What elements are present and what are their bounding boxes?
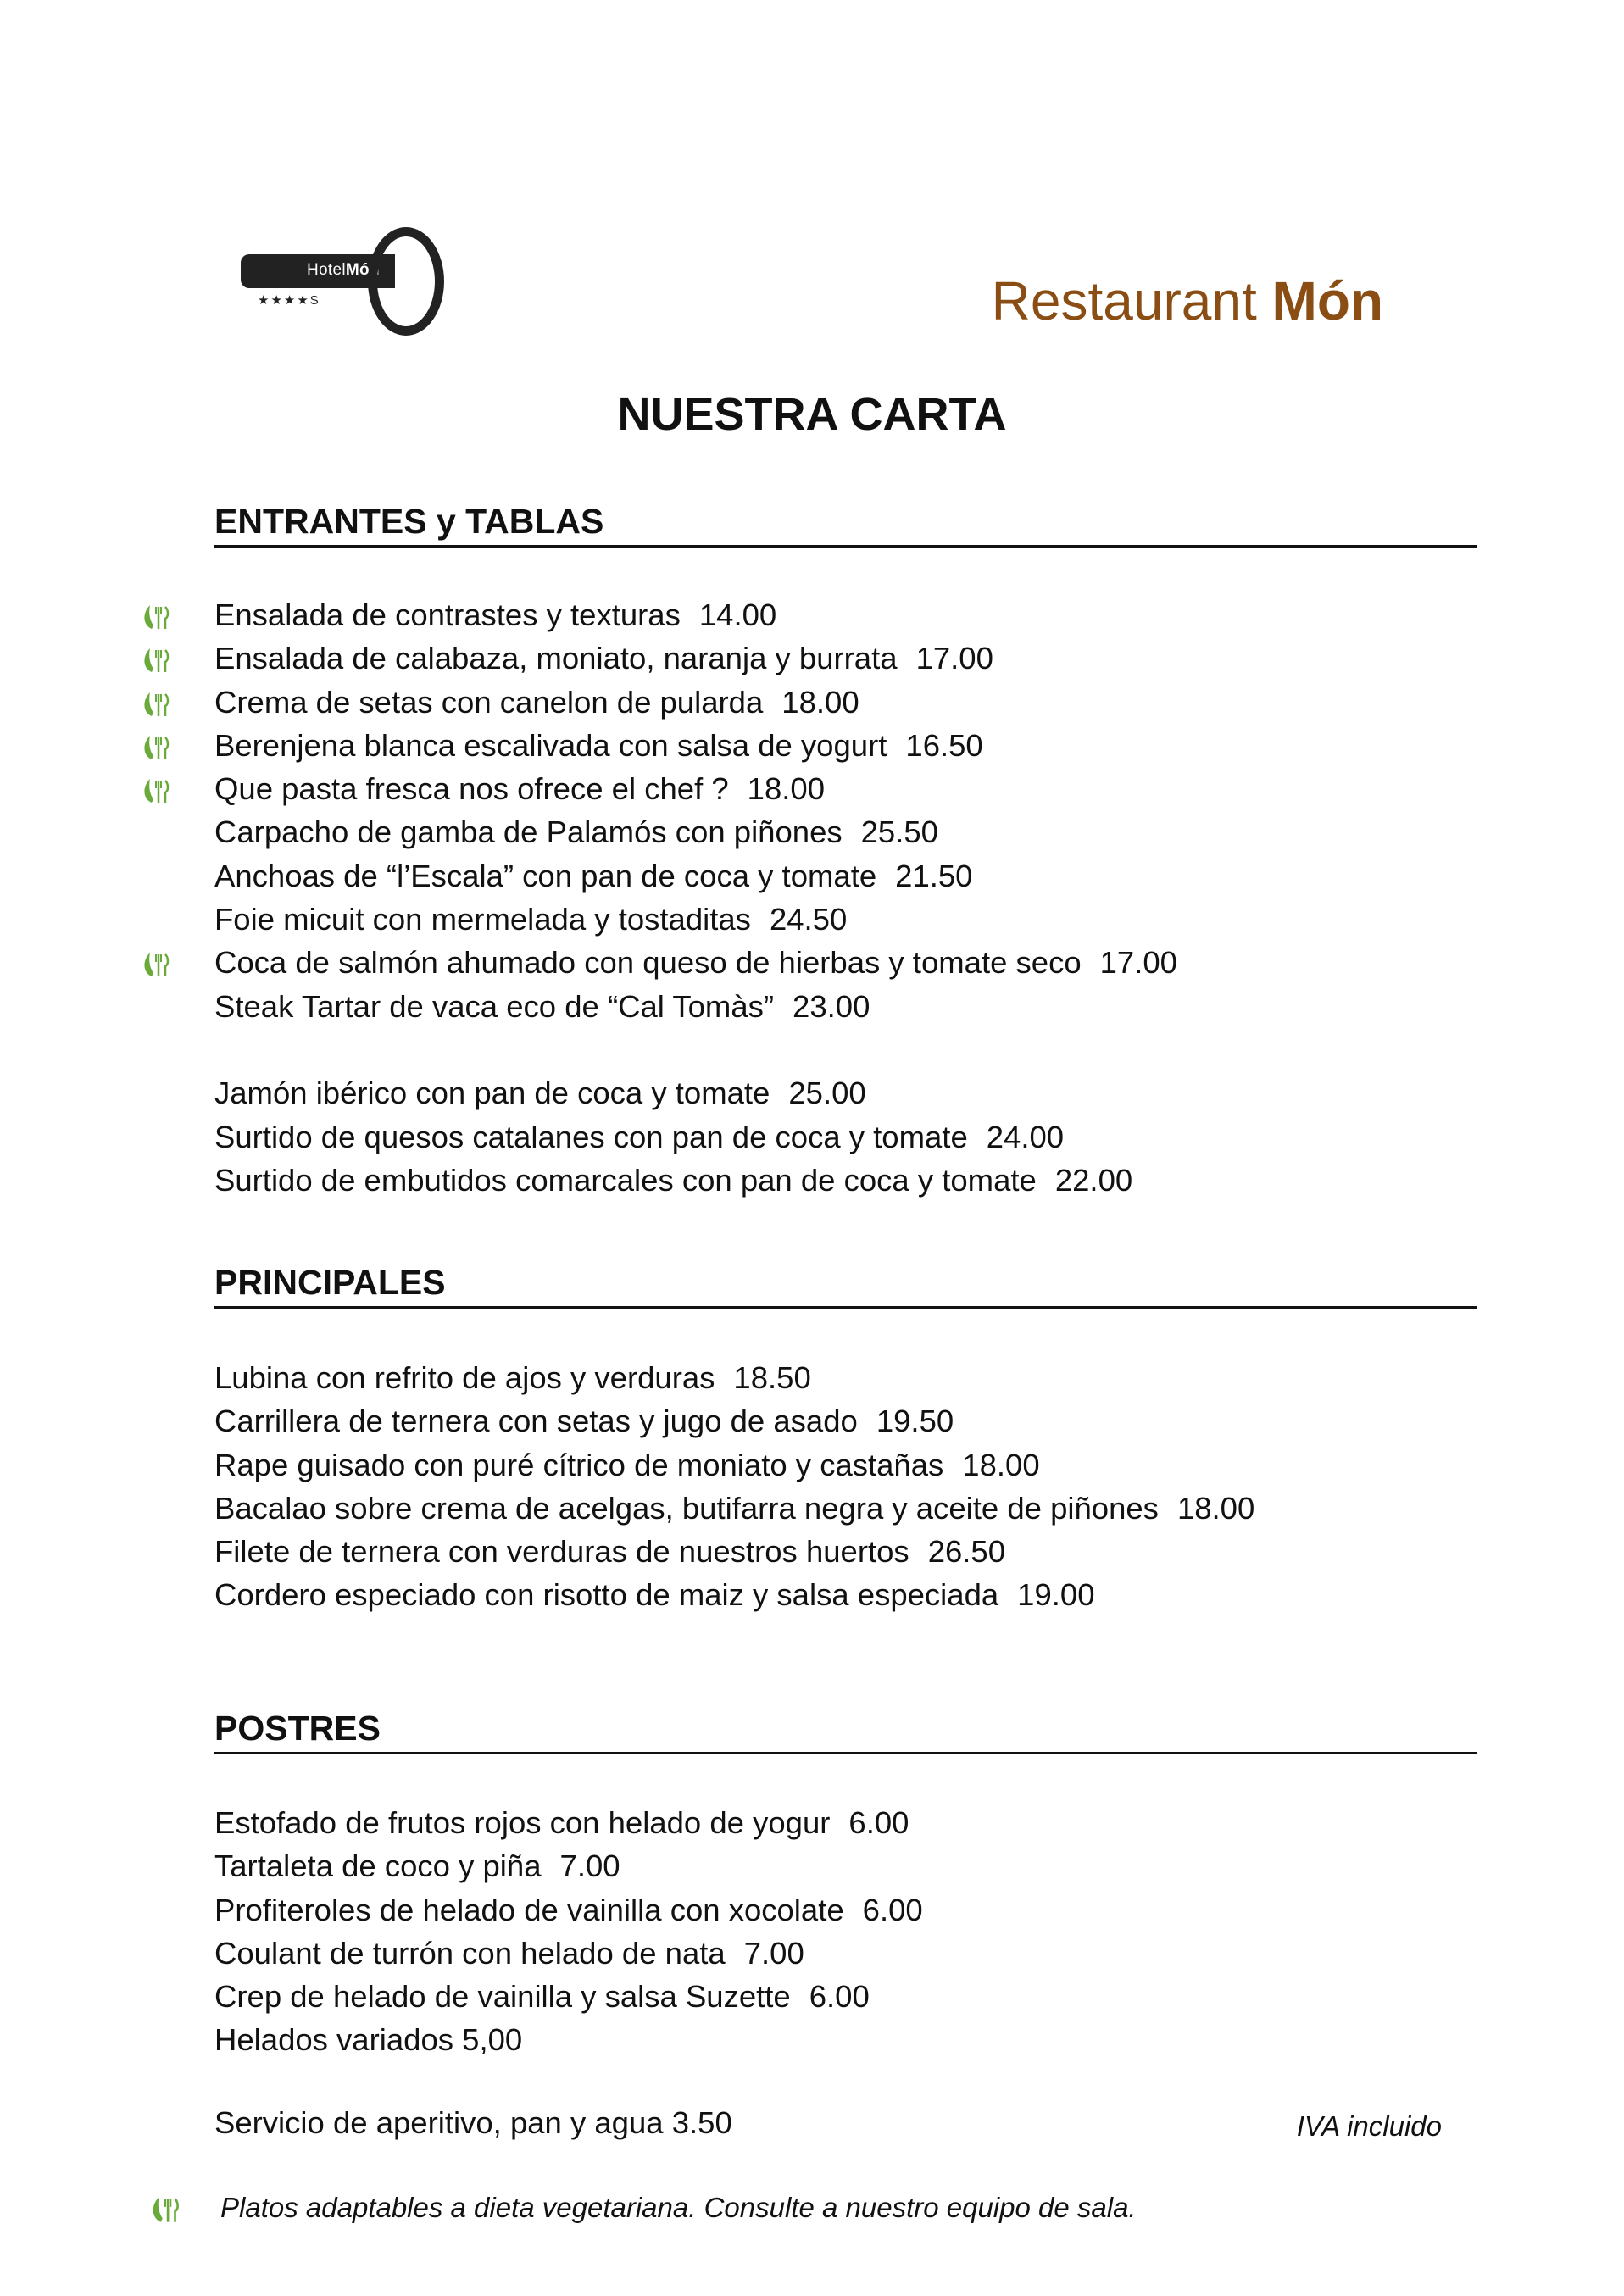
logo-ring-icon (368, 227, 444, 336)
logo-hotel-brand: Món (345, 261, 380, 279)
menu-item (214, 1975, 1537, 2018)
menu-item-price: 26.50 (927, 1534, 1006, 1570)
menu-item-price: 7.00 (743, 1935, 804, 1971)
menu-item-name: Tartaleta de coco y piña (214, 1848, 542, 1884)
list-spacer (214, 1028, 1537, 1071)
menu-item (214, 1530, 1537, 1573)
menu-item-name: Cordero especiado con risotto de maiz y salsa especiada (214, 1577, 999, 1613)
vegetarian-icon (140, 687, 174, 721)
menu-item (214, 637, 1537, 680)
menu-item (214, 854, 1537, 898)
menu-item (214, 1356, 1537, 1399)
restaurant-prefix: Restaurant (991, 270, 1257, 331)
menu-item-price: 18.00 (747, 771, 825, 807)
principales-list (214, 1356, 1537, 1617)
hotel-logo (241, 222, 453, 324)
menu-item (214, 724, 1537, 767)
postres-list (214, 1801, 1537, 2062)
menu-item-price: 6.00 (848, 1805, 909, 1840)
menu-item (214, 1071, 1537, 1115)
menu-item-price: 24.00 (986, 1119, 1065, 1154)
iva-note: IVA incluido (1296, 2110, 1442, 2142)
menu-item-name: Berenjena blanca escalivada con salsa de yogurt (214, 727, 887, 763)
menu-item-price: 18.50 (733, 1360, 811, 1395)
menu-item-name: Foie micuit con mermelada y tostaditas (214, 902, 751, 937)
menu-item (214, 681, 1537, 724)
menu-item-name: Coca de salmón ahumado con queso de hierbas y tomate seco (214, 945, 1082, 981)
menu-item-price: 17.00 (1099, 945, 1177, 981)
menu-item (214, 1399, 1537, 1443)
entrantes-list (214, 593, 1537, 1202)
menu-item-price: 18.00 (1176, 1490, 1255, 1526)
menu-item-name: Carrillera de ternera con setas y jugo de asado (214, 1404, 858, 1439)
menu-item (214, 2018, 1537, 2061)
menu-item-name: Estofado de frutos rojos con helado de yogur (214, 1805, 831, 1840)
menu-item-price: 18.00 (962, 1447, 1040, 1482)
menu-item-name: Crema de setas con canelon de pularda (214, 684, 764, 720)
menu-item (214, 1159, 1537, 1202)
menu-item (214, 1844, 1537, 1887)
menu-item-name: Surtido de quesos catalanes con pan de coca y tomate (214, 1119, 968, 1154)
vegetarian-icon (140, 774, 174, 808)
section-heading-postres: POSTRES (214, 1709, 1477, 1754)
menu-item (214, 898, 1537, 941)
menu-item-name: Steak Tartar de vaca eco de “Cal Tomàs” (214, 988, 775, 1024)
menu-item-name: Bacalao sobre crema de acelgas, butifarra negra y aceite de piñones (214, 1490, 1159, 1526)
section-heading-principales: PRINCIPALES (214, 1263, 1477, 1309)
restaurant-name (992, 270, 1383, 332)
menu-item (214, 1443, 1537, 1487)
menu-item-name: Rape guisado con puré cítrico de moniato y castañas (214, 1447, 944, 1482)
menu-item-name: Ensalada de calabaza, moniato, naranja y burrata (214, 641, 898, 676)
menu-item-name: Jamón ibérico con pan de coca y tomate (214, 1076, 770, 1111)
menu-item (214, 593, 1537, 637)
menu-item-price: 6.00 (862, 1892, 923, 1927)
menu-item-price: 14.00 (698, 598, 777, 632)
menu-item-price: 17.00 (915, 641, 993, 676)
menu-item (214, 1932, 1537, 1975)
menu-item-price: 24.50 (769, 902, 848, 937)
vegetarian-icon (140, 948, 174, 981)
menu-item-name: Anchoas de “l’Escala” con pan de coca y tomate (214, 858, 877, 893)
vegetarian-icon (140, 731, 174, 764)
menu-item-price: 6.00 (809, 1979, 870, 2015)
menu-item (214, 985, 1537, 1028)
service-charge: Servicio de aperitivo, pan y agua 3.50 (214, 2105, 732, 2140)
section-heading-entrantes: ENTRANTES y TABLAS (214, 502, 1477, 548)
menu-item-price: 25.50 (860, 814, 938, 850)
menu-item-name: Helados variados 5,00 (214, 2022, 523, 2058)
page-title: NUESTRA CARTA (617, 389, 1007, 440)
menu-item-name: Ensalada de contrastes y texturas (214, 598, 681, 632)
menu-item (214, 1801, 1537, 1844)
menu-item-name: Coulant de turrón con helado de nata (214, 1935, 726, 1971)
menu-item-name: Filete de ternera con verduras de nuestros huertos (214, 1534, 909, 1570)
menu-item (214, 810, 1537, 853)
menu-item (214, 1573, 1537, 1616)
menu-item (214, 1487, 1537, 1530)
menu-item-price: 19.00 (1017, 1577, 1095, 1613)
menu-item-price: 7.00 (559, 1848, 620, 1884)
menu-item-price: 25.00 (788, 1076, 866, 1111)
menu-item-name: Que pasta fresca nos ofrece el chef ? (214, 771, 729, 807)
restaurant-brand: Món (1271, 270, 1383, 331)
vegetarian-icon (148, 2192, 184, 2227)
menu-item-price: 23.00 (793, 988, 870, 1024)
menu-item (214, 1115, 1537, 1159)
menu-item-price: 16.50 (905, 727, 983, 763)
logo-hotel-text: Hotel (307, 261, 346, 279)
logo-stars: ★★★★S (258, 293, 320, 308)
menu-item-name: Surtido de embutidos comarcales con pan de coca y tomate (214, 1162, 1037, 1198)
menu-item-name: Profiteroles de helado de vainilla con xocolate (214, 1892, 844, 1927)
menu-item-price: 21.50 (895, 858, 973, 893)
vegetarian-note: Platos adaptables a dieta vegetariana. Consulte a nuestro equipo de sala. (220, 2192, 1137, 2223)
menu-item (214, 767, 1537, 810)
menu-item (214, 941, 1537, 984)
menu-item-price: 22.00 (1054, 1162, 1133, 1198)
vegetarian-icon (140, 643, 174, 677)
menu-item (214, 1888, 1537, 1932)
menu-item-price: 18.00 (781, 684, 859, 720)
menu-item-name: Lubina con refrito de ajos y verduras (214, 1360, 715, 1395)
menu-item-name: Crep de helado de vainilla y salsa Suzette (214, 1979, 791, 2015)
menu-item-name: Carpacho de gamba de Palamós con piñones (214, 814, 843, 850)
menu-item-price: 19.50 (876, 1404, 954, 1439)
vegetarian-icon (140, 600, 174, 634)
